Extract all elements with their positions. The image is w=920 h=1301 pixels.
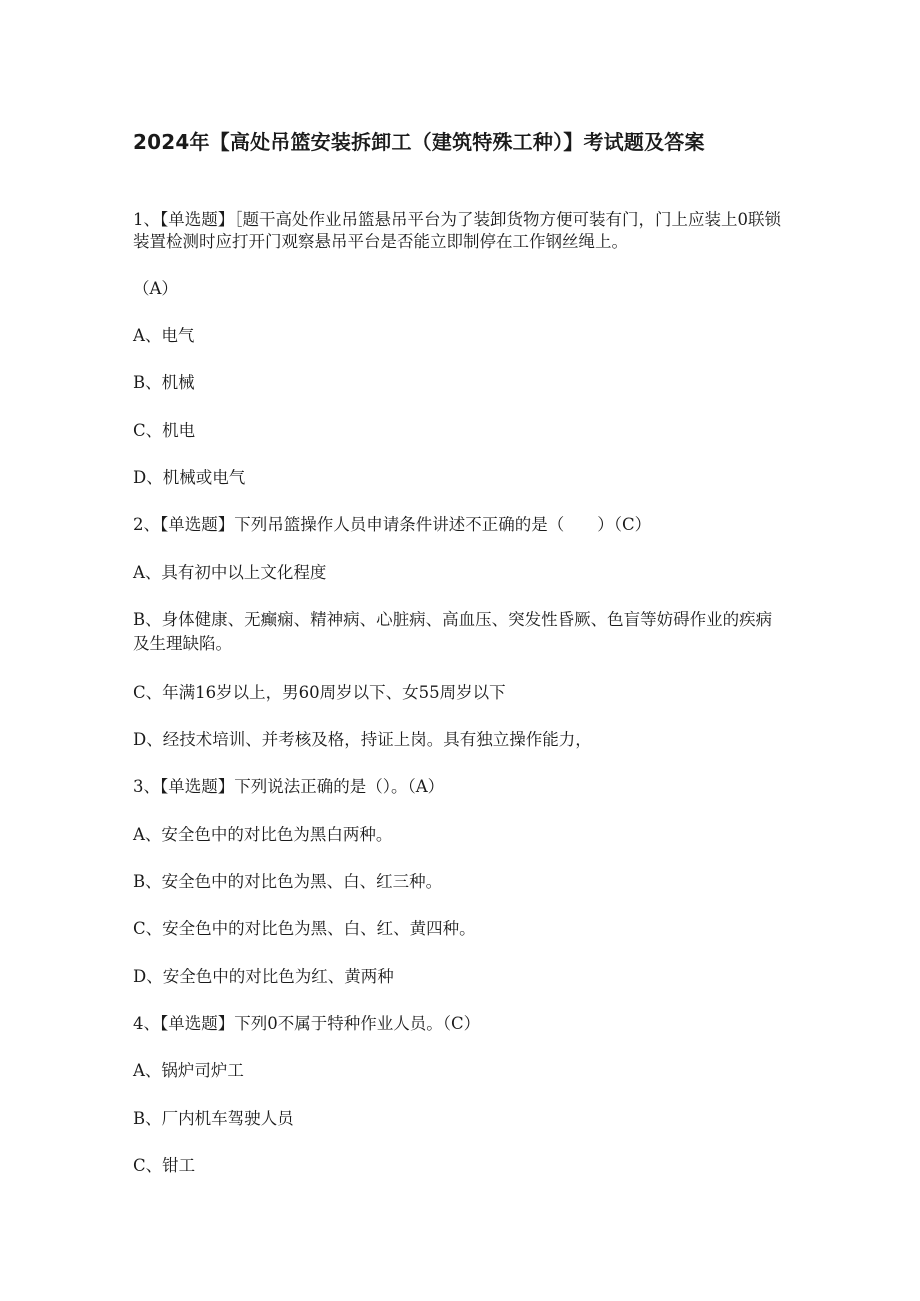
question-1-option-b: B、机械 (133, 373, 195, 392)
question-3-option-c: C、安全色中的对比色为黑、白、红、黄四种。 (133, 919, 476, 938)
question-4-option-c: C、钳工 (133, 1156, 196, 1175)
question-1-stem: 1、【单选题】［题干高处作业吊篮悬吊平台为了装卸货物方便可装有门，门上应装上0联锁装置检测时应打开门观察悬吊平台是否能立即制停在工作钢丝绳上。 (133, 210, 781, 251)
question-3-option-b: B、安全色中的对比色为黑、白、红三种。 (133, 872, 443, 891)
question-1-option-a: A、电气 (133, 326, 195, 345)
question-3-stem: 3、【单选题】下列说法正确的是（）。（A） (133, 777, 445, 796)
question-1-option-c: C、机电 (133, 421, 196, 440)
question-1-option-d: D、机械或电气 (133, 468, 246, 487)
question-2-option-d: D、经技术培训、并考核及格，持证上岗。具有独立操作能力， (133, 730, 592, 749)
question-2-stem: 2、【单选题】下列吊篮操作人员申请条件讲述不正确的是（ ）（C） (133, 515, 652, 534)
question-3-option-a: A、安全色中的对比色为黑白两种。 (133, 825, 393, 844)
question-2-option-b: B、身体健康、无癫痫、精神病、心脏病、高血压、突发性昏厥、色盲等妨碍作业的疾病及生理缺陷。 (133, 610, 773, 653)
question-4-option-a: A、锅炉司炉工 (133, 1061, 244, 1080)
question-4-stem: 4、【单选题】下列0不属于特种作业人员。（C） (133, 1014, 481, 1033)
question-1-answer: （A） (133, 279, 178, 298)
question-4-option-b: B、厂内机车驾驶人员 (133, 1109, 294, 1128)
document-title: 2024年【高处吊篮安装拆卸工（建筑特殊工种）】考试题及答案 (133, 130, 705, 154)
question-2-option-c: C、年满16岁以上，男60周岁以下、女55周岁以下 (133, 683, 506, 702)
question-3-option-d: D、安全色中的对比色为红、黄两种 (133, 967, 394, 986)
question-2-option-a: A、具有初中以上文化程度 (133, 563, 327, 582)
